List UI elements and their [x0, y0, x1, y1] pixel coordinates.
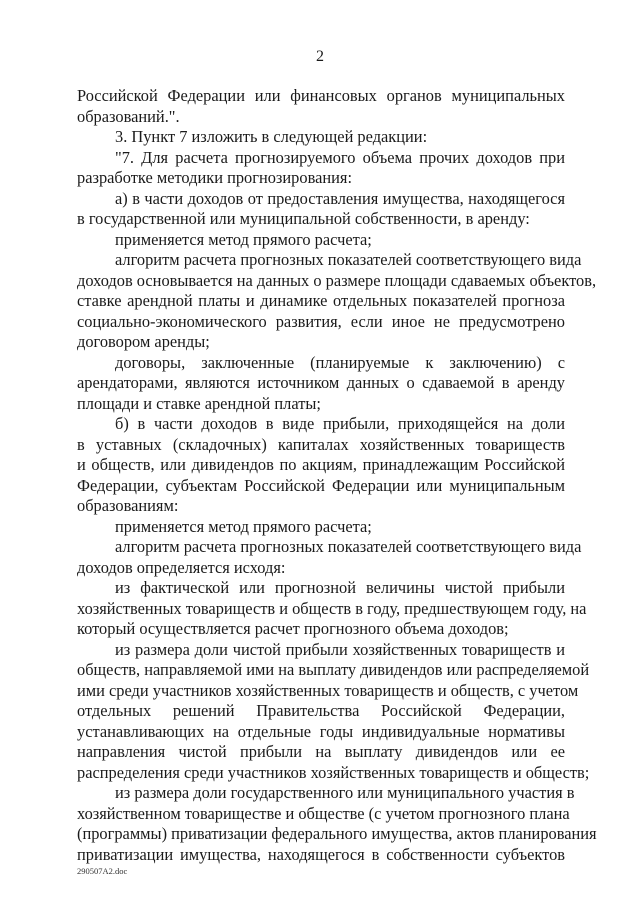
- paragraph-item-3: [77, 127, 565, 148]
- document-body: [77, 86, 597, 865]
- text-line: применяется метод прямого расчета;: [115, 516, 372, 536]
- paragraph-algorithm-b: [77, 537, 582, 578]
- text-line: хозяйственных товариществ и обществ в году, предшествующем году, на: [77, 598, 587, 618]
- text-line: ими среди участников хозяйственных товариществ и обществ, с учетом: [77, 680, 579, 700]
- text-line: из размера доли государственного или муниципального участия в: [115, 783, 575, 802]
- text-line: хозяйственном товариществе и обществе (с учетом прогнозного плана: [77, 803, 570, 823]
- footer-file-code: 290507A2.doc: [77, 866, 128, 876]
- text-line: направления чистой прибыли на выплату дивидендов или ее: [77, 742, 565, 761]
- text-line: доходов основывается на данных о размере площади сдаваемых объектов,: [77, 270, 597, 290]
- text-line: из фактической или прогнозной величины чистой прибыли: [115, 578, 565, 597]
- text-line: который осуществляется расчет прогнозного объема доходов;: [77, 619, 509, 638]
- text-line: социально-экономического развития, если иное не предусмотрено: [77, 311, 565, 331]
- text-line: и обществ, или дивидендов по акциям, принадлежащим Российской: [77, 455, 565, 474]
- text-line: 3. Пункт 7 изложить в следующей редакции:: [115, 127, 428, 146]
- text-line: отдельных решений Правительства Российской Федерации,: [77, 701, 565, 720]
- text-line: из размера доли чистой прибыли хозяйственных товариществ и: [115, 639, 565, 659]
- paragraph-federation-bodies: [77, 86, 565, 127]
- text-line: а) в части доходов от предоставления имущества, находящегося: [115, 188, 565, 208]
- text-line: Российской Федерации или финансовых органов муниципальных: [77, 86, 565, 105]
- paragraph-item-7: [77, 148, 565, 189]
- paragraph-state-share: [77, 783, 597, 865]
- text-line: (программы) приватизации федерального имущества, актов планирования: [77, 824, 597, 843]
- paragraph-subitem-a: [77, 189, 565, 230]
- paragraph-net-profit: [77, 578, 587, 640]
- text-line: "7. Для расчета прогнозируемого объема прочих доходов при: [115, 147, 565, 167]
- paragraph-subitem-b: [77, 414, 565, 517]
- text-line: алгоритм расчета прогнозных показателей соответствующего вида: [115, 250, 582, 269]
- text-line: образованиям:: [77, 496, 179, 515]
- text-line: применяется метод прямого расчета;: [115, 229, 372, 249]
- text-line: алгоритм расчета прогнозных показателей соответствующего вида: [115, 537, 582, 556]
- text-line: б) в части доходов в виде прибыли, приходящейся на доли: [115, 414, 565, 433]
- page-number: 2: [316, 48, 324, 65]
- text-line: распределения среди участников хозяйственных товариществ и обществ;: [77, 762, 590, 782]
- text-line: доходов определяется исходя:: [77, 557, 286, 577]
- text-line: площади и ставке арендной платы;: [77, 393, 321, 413]
- text-line: ставке арендной платы и динамике отдельных показателей прогноза: [77, 291, 565, 310]
- text-line: договоры, заключенные (планируемые к заключению) с: [115, 352, 565, 372]
- text-line: разработке методики прогнозирования:: [77, 168, 353, 187]
- text-line: образований.".: [77, 106, 180, 126]
- paragraph-contracts: [77, 353, 565, 415]
- paragraph-profit-share: [77, 639, 590, 784]
- paragraph-method-a: [77, 230, 565, 251]
- text-line: Федерации, субъектам Российской Федерации или муниципальным: [77, 475, 565, 495]
- text-line: обществ, направляемой ими на выплату дивидендов или распределяемой: [77, 660, 590, 679]
- text-line: в уставных (складочных) капиталах хозяйственных товариществ: [77, 434, 565, 454]
- text-line: в государственной или муниципальной собственности, в аренду:: [77, 209, 530, 228]
- text-line: устанавливающих на отдельные годы индивидуальные нормативы: [77, 721, 565, 741]
- text-line: договором аренды;: [77, 332, 210, 351]
- text-line: приватизации имущества, находящегося в собственности субъектов: [77, 844, 565, 864]
- paragraph-algorithm-a: [77, 250, 597, 353]
- text-line: арендаторами, являются источником данных о сдаваемой в аренду: [77, 373, 565, 392]
- paragraph-method-b: [77, 517, 565, 538]
